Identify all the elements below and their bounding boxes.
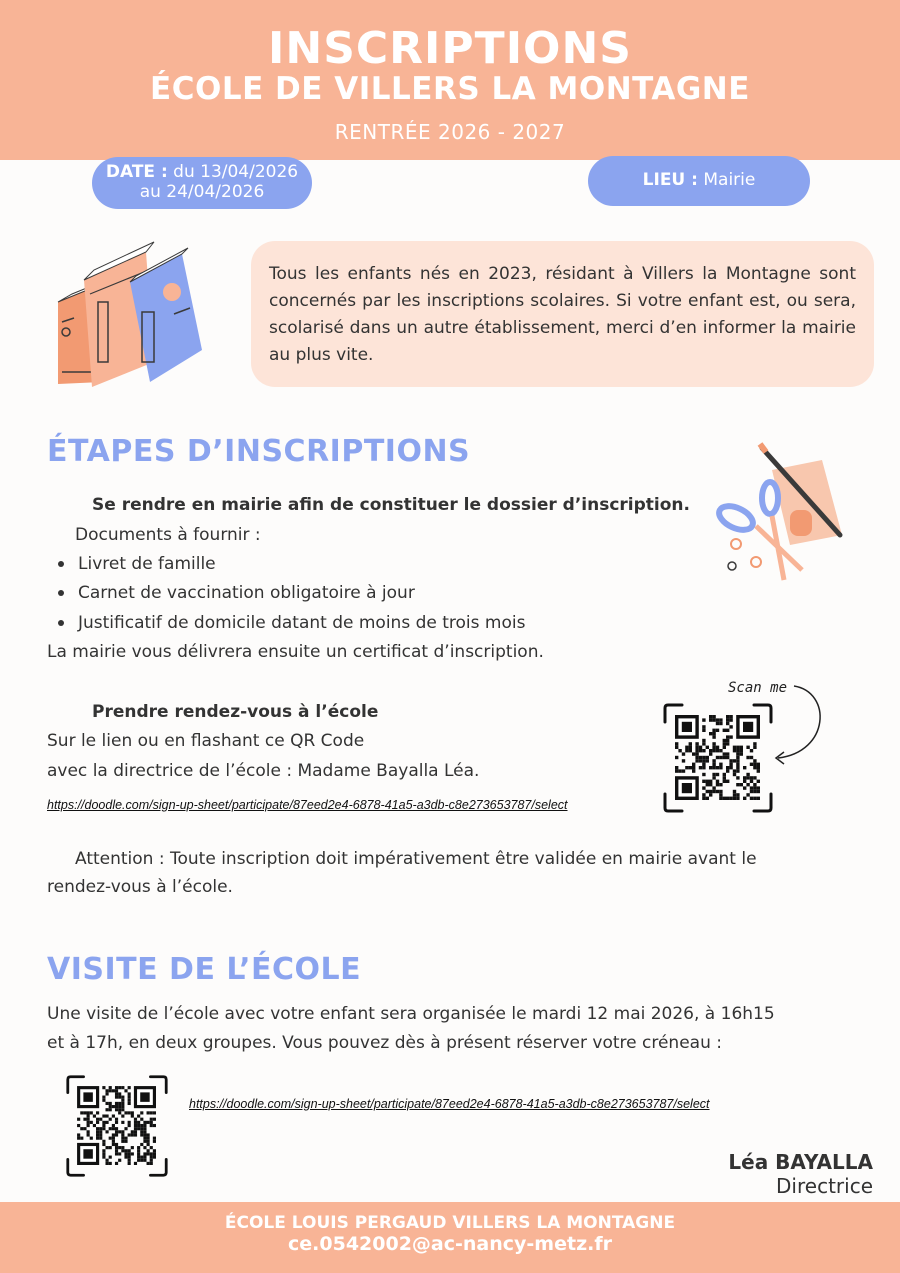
step2-line2: avec la directrice de l’école : Madame Bayalla Léa. [47,761,480,781]
page-subtitle: ÉCOLE DE VILLERS LA MONTAGNE [150,71,750,107]
school-year: RENTRÉE 2026 - 2027 [334,120,566,144]
doodle-link-rdv[interactable]: https://doodle.com/sign-up-sheet/participate/87eed2e4-6878-41a5-a3db-c8e273653787/select [47,798,568,812]
scan-label: Scan me [728,680,788,696]
step2-line1: Sur le lien ou en flashant ce QR Code [47,731,365,751]
certificate-text: La mairie vous délivrera ensuite un certificat d’inscription. [47,642,544,662]
lieu-pill [588,156,810,206]
document-item-1: Livret de famille [78,554,216,574]
bullet-icon [58,561,64,567]
page-title: INSCRIPTIONS [268,23,632,74]
qr-code[interactable] [64,1074,170,1178]
date-pill [92,157,312,209]
attention-line1: Attention : Toute inscription doit impérativement être validée en mairie avant le [75,849,757,869]
lieu-value: Mairie [703,170,756,190]
date-line2: au 24/04/2026 [139,182,265,202]
bullet-icon [58,590,64,596]
books-illustration [44,232,209,392]
step2-heading: Prendre rendez-vous à l’école [92,702,379,722]
intro-text: Tous les enfants nés en 2023, résidant à Villers la Montagne sont concernés par les inscriptions scolaires. Si votre enfant est, ou sera, scolarisé dans un autre établissement, merci d’en informer la mairie au plus vite. [269,264,856,365]
lieu-label: LIEU : [642,170,698,190]
footer-banner [0,1202,900,1273]
visite-line1: Une visite de l’école avec votre enfant sera organisée le mardi 12 mai 2026, à 16h15 [47,1004,775,1024]
footer-school: ÉCOLE LOUIS PERGAUD VILLERS LA MONTAGNE [224,1213,676,1233]
doodle-link-visite[interactable]: https://doodle.com/sign-up-sheet/participate/87eed2e4-6878-41a5-a3db-c8e273653787/select [189,1097,710,1111]
visite-line2: et à 17h, en deux groupes. Vous pouvez dès à présent réserver votre créneau : [47,1033,722,1053]
footer-email[interactable]: ce.0542002@ac-nancy-metz.fr [288,1233,612,1255]
etapes-title: ÉTAPES D’INSCRIPTIONS [47,434,471,469]
documents-label: Documents à fournir : [75,525,261,545]
document-item-3: Justificatif de domicile datant de moins de trois mois [78,613,526,633]
date-line1: du 13/04/2026 [173,162,299,182]
attention-line2: rendez-vous à l’école. [47,877,233,897]
date-label: DATE : [105,162,168,182]
scissors-pencil-illustration [712,440,852,585]
intro-box [251,241,874,387]
header-banner [0,0,900,160]
document-item-2: Carnet de vaccination obligatoire à jour [78,583,415,603]
step1-heading: Se rendre en mairie afin de constituer le dossier d’inscription. [92,495,690,515]
signature-name: Léa BAYALLA [728,1150,873,1174]
bullet-icon [58,620,64,626]
qr-code[interactable] [662,702,774,814]
signature-role: Directrice [776,1174,873,1198]
visite-title: VISITE DE L’ÉCOLE [47,952,362,987]
